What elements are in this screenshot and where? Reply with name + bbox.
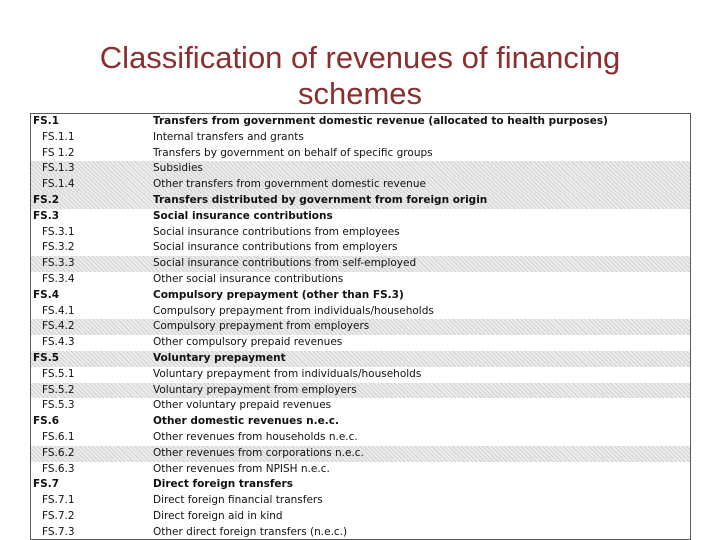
table-row <box>31 335 690 351</box>
row-code: FS.3.3 <box>42 257 75 270</box>
table-row <box>31 430 690 446</box>
row-code: FS.6.3 <box>42 462 75 475</box>
table-row <box>31 209 690 225</box>
row-description: Compulsory prepayment from employers <box>153 320 370 333</box>
row-code: FS.1 <box>33 115 60 127</box>
table-row <box>31 398 690 414</box>
page-title: Classification of revenues of financing schemes <box>99 40 621 111</box>
table-row <box>31 493 690 509</box>
row-description: Other voluntary prepaid revenues <box>153 399 332 412</box>
row-code: FS.5.2 <box>42 383 75 396</box>
row-description: Transfers from government domestic revenue (allocated to health purposes) <box>153 115 608 127</box>
table-row <box>31 272 690 288</box>
table-row <box>31 114 690 130</box>
table-row <box>31 240 690 256</box>
table-row <box>31 130 690 146</box>
table-row <box>31 462 690 478</box>
table-row <box>31 193 690 209</box>
row-code: FS.5.1 <box>42 367 75 380</box>
row-description: Voluntary prepayment from employers <box>153 383 357 396</box>
table-row <box>31 146 690 162</box>
row-description: Voluntary prepayment <box>153 351 286 364</box>
row-code: FS.5.3 <box>42 399 75 412</box>
row-description: Transfers distributed by government from foreign origin <box>153 193 488 206</box>
row-code: FS.3.4 <box>42 272 75 285</box>
row-code: FS.2 <box>33 193 60 206</box>
row-description: Other domestic revenues n.e.c. <box>153 415 339 428</box>
table-row <box>31 256 690 272</box>
row-description: Transfers by government on behalf of specific groups <box>153 146 433 159</box>
table-row <box>31 288 690 304</box>
table-row <box>31 351 690 367</box>
table-row <box>31 414 690 430</box>
row-description: Other social insurance contributions <box>153 272 344 285</box>
row-code: FS.7.1 <box>42 494 75 507</box>
row-code: FS.4.2 <box>42 320 75 333</box>
row-code: FS.1.1 <box>42 130 75 143</box>
classification-table <box>30 113 691 540</box>
row-description: Social insurance contributions from employers <box>153 241 398 254</box>
row-code: FS.7.2 <box>42 509 75 522</box>
table-row <box>31 367 690 383</box>
row-code: FS.1.4 <box>42 178 75 191</box>
row-code: FS.3.1 <box>42 225 75 238</box>
row-code: FS.6.2 <box>42 446 75 459</box>
table-row <box>31 525 690 540</box>
row-code: FS.5 <box>33 351 60 364</box>
table-row <box>31 304 690 320</box>
table-row <box>31 477 690 493</box>
row-description: Other transfers from government domestic revenue <box>153 178 426 191</box>
row-description: Other revenues from NPISH n.e.c. <box>153 462 330 475</box>
row-code: FS.6.1 <box>42 430 75 443</box>
row-code: FS.4.1 <box>42 304 75 317</box>
row-code: FS.4 <box>33 288 60 301</box>
table-row <box>31 177 690 193</box>
table-row <box>31 161 690 177</box>
row-code: FS.7.3 <box>42 525 75 538</box>
table-row <box>31 319 690 335</box>
row-description: Compulsory prepayment (other than FS.3) <box>153 288 404 301</box>
row-description: Subsidies <box>153 162 203 175</box>
table-row <box>31 383 690 399</box>
row-description: Other direct foreign transfers (n.e.c.) <box>153 525 348 538</box>
row-code: FS.3.2 <box>42 241 75 254</box>
row-description: Compulsory prepayment from individuals/households <box>153 304 434 317</box>
row-description: Internal transfers and grants <box>153 130 304 143</box>
row-description: Direct foreign aid in kind <box>153 509 283 522</box>
row-code: FS.3 <box>33 209 60 222</box>
row-code: FS 1.2 <box>42 146 75 159</box>
row-description: Direct foreign transfers <box>153 478 293 491</box>
row-description: Social insurance contributions <box>153 209 333 222</box>
row-description: Social insurance contributions from self-employed <box>153 257 417 270</box>
table-row <box>31 225 690 241</box>
row-code: FS.1.3 <box>42 162 75 175</box>
row-description: Other compulsory prepaid revenues <box>153 336 343 349</box>
row-code: FS.6 <box>33 415 60 428</box>
row-description: Other revenues from corporations n.e.c. <box>153 446 364 459</box>
row-description: Social insurance contributions from employees <box>153 225 400 238</box>
row-description: Voluntary prepayment from individuals/households <box>153 367 422 380</box>
row-description: Other revenues from households n.e.c. <box>153 430 358 443</box>
row-code: FS.4.3 <box>42 336 75 349</box>
row-description: Direct foreign financial transfers <box>153 494 323 507</box>
table-row <box>31 446 690 462</box>
table-row <box>31 509 690 525</box>
row-code: FS.7 <box>33 478 60 491</box>
